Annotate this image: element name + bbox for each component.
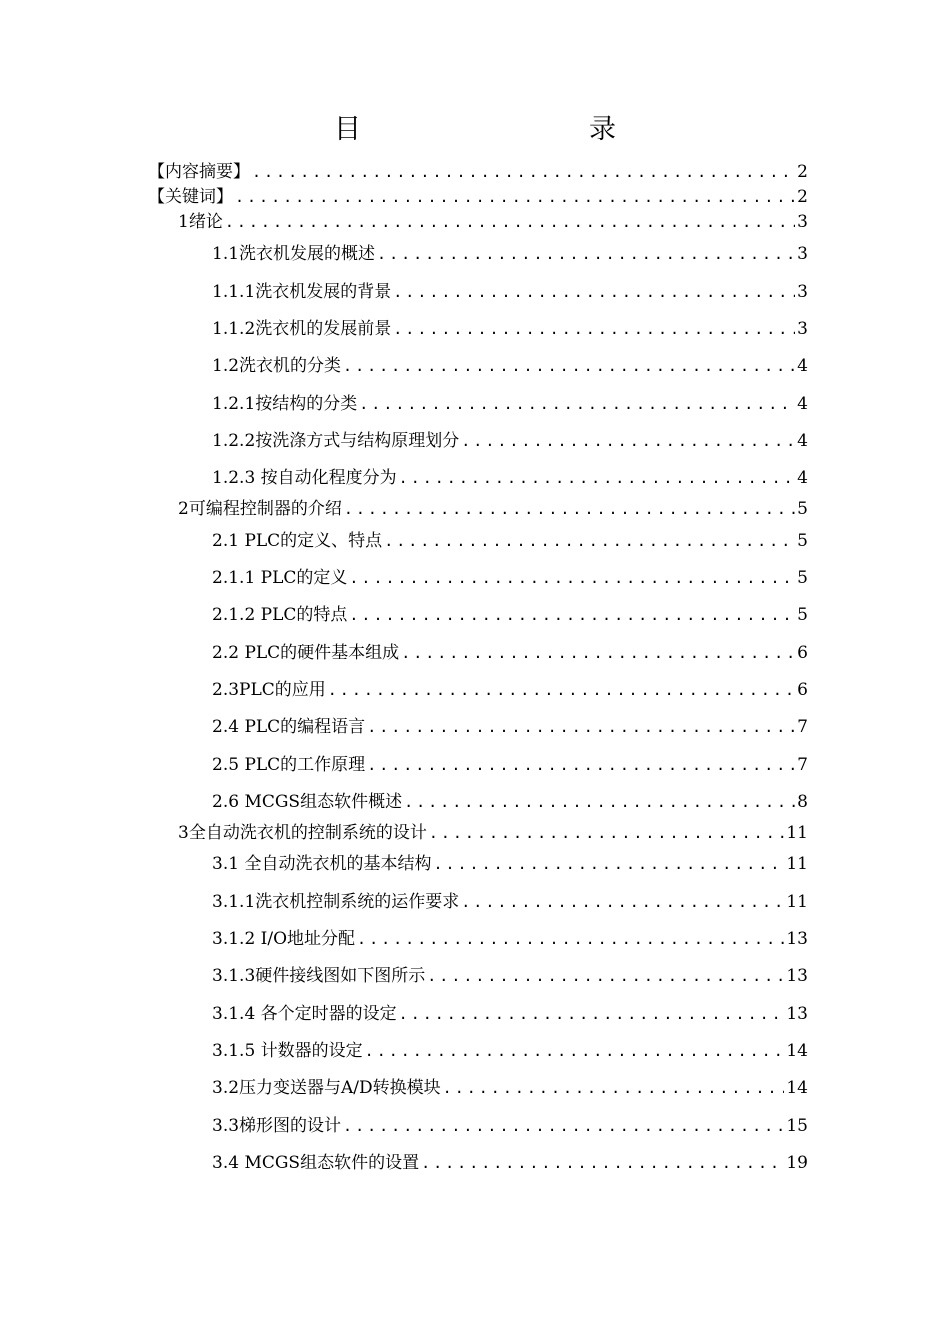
toc-entry-page-number: 8 xyxy=(797,792,808,812)
toc-dot-leader xyxy=(344,498,795,520)
toc-entry-page-number: 3 xyxy=(797,212,808,232)
toc-entry-page-number: 13 xyxy=(786,966,808,986)
toc-entry-label: 2可编程控制器的介绍 xyxy=(178,499,342,519)
toc-entry-label: 3.3梯形图的设计 xyxy=(212,1116,342,1136)
toc-dot-leader xyxy=(357,928,784,950)
toc-entry[interactable] xyxy=(212,604,808,626)
toc-entry-page-number: 3 xyxy=(797,319,808,339)
toc-entry-page-number: 6 xyxy=(797,643,808,663)
toc-dot-leader xyxy=(401,642,795,664)
toc-entry-label: 2.4 PLC的编程语言 xyxy=(212,717,366,737)
toc-entry-page-number: 11 xyxy=(786,892,808,912)
toc-dot-leader xyxy=(399,467,796,489)
toc-entry[interactable] xyxy=(212,467,808,489)
toc-entry-page-number: 11 xyxy=(786,823,808,843)
toc-entry-label: 3.1.5 计数器的设定 xyxy=(212,1041,363,1061)
toc-dot-leader xyxy=(359,393,795,415)
toc-dot-leader xyxy=(427,965,784,987)
toc-entry-label: 【内容摘要】 xyxy=(148,162,250,182)
toc-entry[interactable] xyxy=(212,1003,808,1025)
toc-dot-leader xyxy=(443,1077,785,1099)
toc-dot-leader xyxy=(343,355,795,377)
toc-dot-leader xyxy=(461,430,795,452)
toc-entry[interactable] xyxy=(212,355,808,377)
toc-entry[interactable] xyxy=(212,891,808,913)
toc-entry-label: 2.5 PLC的工作原理 xyxy=(212,755,366,775)
toc-entry-label: 3全自动洗衣机的控制系统的设计 xyxy=(178,823,427,843)
toc-entry[interactable] xyxy=(212,530,808,552)
toc-entry-page-number: 5 xyxy=(797,568,808,588)
toc-entry-page-number: 7 xyxy=(797,717,808,737)
toc-entry-label: 3.4 MCGS组态软件的设置 xyxy=(212,1153,420,1173)
toc-entry-label: 3.1 全自动洗衣机的基本结构 xyxy=(212,854,432,874)
toc-entry-page-number: 3 xyxy=(797,282,808,302)
toc-dot-leader xyxy=(377,243,795,265)
toc-entry-label: 1.2.3 按自动化程度分为 xyxy=(212,468,397,488)
toc-entry-page-number: 4 xyxy=(797,356,808,376)
toc-entry[interactable] xyxy=(212,928,808,950)
toc-entry-page-number: 2 xyxy=(797,162,808,182)
toc-dot-leader xyxy=(384,530,795,552)
toc-entry-page-number: 5 xyxy=(797,531,808,551)
toc-entry-page-number: 5 xyxy=(797,499,808,519)
toc-entry[interactable] xyxy=(212,1115,808,1137)
toc-dot-leader xyxy=(399,1003,785,1025)
toc-entry[interactable] xyxy=(212,791,808,813)
toc-entry[interactable] xyxy=(212,318,808,340)
toc-dot-leader xyxy=(367,716,795,738)
toc-entry[interactable] xyxy=(178,498,808,520)
toc-entry-label: 1.1.1洗衣机发展的背景 xyxy=(212,282,392,302)
toc-entry[interactable] xyxy=(212,853,808,875)
toc-entry-page-number: 2 xyxy=(797,187,808,207)
toc-dot-leader xyxy=(367,754,795,776)
toc-entry[interactable] xyxy=(212,1040,808,1062)
toc-entry-label: 1绪论 xyxy=(178,212,223,232)
toc-entry-page-number: 3 xyxy=(797,244,808,264)
toc-entry-page-number: 7 xyxy=(797,755,808,775)
toc-dot-leader xyxy=(349,567,795,589)
toc-entry-page-number: 11 xyxy=(786,854,808,874)
toc-entry-page-number: 4 xyxy=(797,394,808,414)
toc-entry[interactable] xyxy=(212,1077,808,1099)
toc-entry-label: 1.1洗衣机发展的概述 xyxy=(212,244,376,264)
toc-dot-leader xyxy=(421,1152,784,1174)
toc-entry[interactable] xyxy=(212,567,808,589)
toc-entry-label: 1.2.2按洗涤方式与结构原理划分 xyxy=(212,431,460,451)
toc-entry[interactable] xyxy=(178,211,808,233)
toc-entry[interactable] xyxy=(212,642,808,664)
toc-dot-leader xyxy=(393,318,795,340)
toc-entry[interactable] xyxy=(212,1152,808,1174)
toc-dot-leader xyxy=(429,822,785,844)
toc-entry-label: 1.2.1按结构的分类 xyxy=(212,394,358,414)
toc-entry-page-number: 19 xyxy=(786,1153,808,1173)
toc-entry[interactable] xyxy=(148,161,808,183)
toc-entry-label: 3.1.1洗衣机控制系统的运作要求 xyxy=(212,892,460,912)
toc-dot-leader xyxy=(393,281,795,303)
toc-entry-label: 1.1.2洗衣机的发展前景 xyxy=(212,319,392,339)
toc-entry-label: 3.1.4 各个定时器的设定 xyxy=(212,1004,397,1024)
toc-entry-label: 2.1 PLC的定义、特点 xyxy=(212,531,383,551)
toc-entry-page-number: 4 xyxy=(797,468,808,488)
toc-entry-label: 1.2洗衣机的分类 xyxy=(212,356,342,376)
toc-entry-label: 3.1.2 I/O地址分配 xyxy=(212,929,356,949)
toc-entry[interactable] xyxy=(212,965,808,987)
toc-entry-page-number: 5 xyxy=(797,605,808,625)
toc-entry-page-number: 14 xyxy=(786,1041,808,1061)
toc-entry[interactable] xyxy=(212,679,808,701)
toc-entry-page-number: 13 xyxy=(786,929,808,949)
toc-entry-page-number: 13 xyxy=(786,1004,808,1024)
page-title: 目 录 xyxy=(334,114,674,145)
toc-entry[interactable] xyxy=(148,186,808,208)
toc-entry[interactable] xyxy=(212,393,808,415)
toc-entry-label: 2.1.2 PLC的特点 xyxy=(212,605,348,625)
toc-dot-leader xyxy=(225,211,795,233)
toc-dot-leader xyxy=(328,679,795,701)
toc-dot-leader xyxy=(252,161,795,183)
toc-dot-leader xyxy=(235,186,795,208)
toc-entry[interactable] xyxy=(212,754,808,776)
toc-entry-label: 2.3PLC的应用 xyxy=(212,680,326,700)
toc-dot-leader xyxy=(343,1115,784,1137)
toc-dot-leader xyxy=(349,604,795,626)
toc-entry[interactable] xyxy=(178,822,808,844)
toc-entry-page-number: 4 xyxy=(797,431,808,451)
toc-entry-page-number: 14 xyxy=(786,1078,808,1098)
toc-entry[interactable] xyxy=(212,243,808,265)
toc-entry[interactable] xyxy=(212,716,808,738)
toc-dot-leader xyxy=(433,853,784,875)
toc-entry[interactable] xyxy=(212,430,808,452)
toc-entry-page-number: 15 xyxy=(786,1116,808,1136)
toc-entry-label: 2.6 MCGS组态软件概述 xyxy=(212,792,403,812)
toc-dot-leader xyxy=(365,1040,785,1062)
toc-dot-leader xyxy=(404,791,795,813)
toc-entry[interactable] xyxy=(212,281,808,303)
toc-entry-label: 【关键词】 xyxy=(148,187,233,207)
toc-entry-label: 2.2 PLC的硬件基本组成 xyxy=(212,643,400,663)
toc-dot-leader xyxy=(461,891,784,913)
toc-entry-page-number: 6 xyxy=(797,680,808,700)
toc-entry-label: 2.1.1 PLC的定义 xyxy=(212,568,348,588)
toc-entry-label: 3.2压力变送器与A/D转换模块 xyxy=(212,1078,441,1098)
toc-entry-label: 3.1.3硬件接线图如下图所示 xyxy=(212,966,426,986)
